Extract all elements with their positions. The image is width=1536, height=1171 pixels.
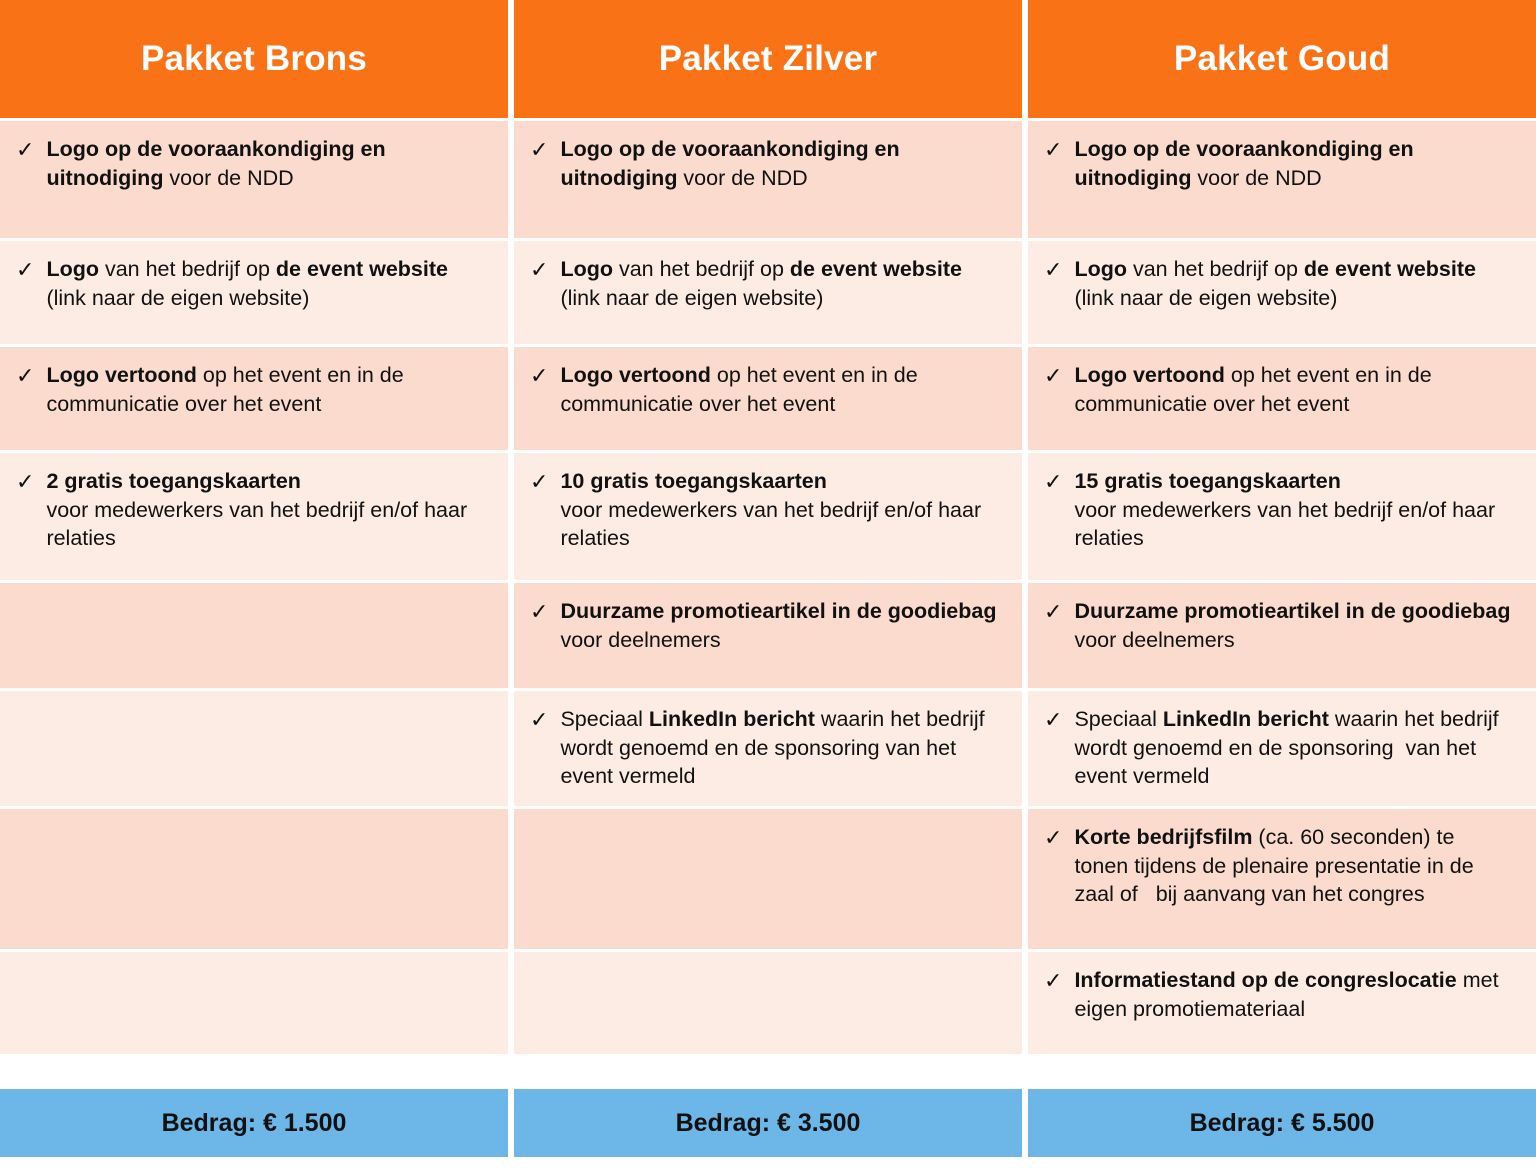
feature-cell-brons-2: [0, 347, 514, 450]
check-icon: ✓: [16, 363, 35, 388]
feature-cell-brons-3: [0, 453, 514, 580]
check-icon: ✓: [1044, 599, 1063, 624]
feature-item: [16, 135, 486, 192]
feature-item: [16, 467, 486, 553]
check-icon: ✓: [1044, 257, 1063, 282]
table-row: [0, 238, 1536, 344]
feature-cell-brons-4: [0, 583, 514, 688]
feature-item: [530, 135, 1000, 192]
table-row: [0, 806, 1536, 949]
feature-text: Logo van het bedrijf op de event website (link naar de eigen website): [46, 257, 454, 310]
table-body: [0, 118, 1536, 1079]
check-icon: ✓: [530, 599, 549, 624]
feature-cell-goud-0: [1028, 121, 1536, 238]
feature-item: [1044, 823, 1514, 909]
feature-item: [530, 467, 1000, 553]
table-row: [0, 450, 1536, 580]
feature-text: Speciaal LinkedIn bericht waarin het bedrijf wordt genoemd en de sponsoring van het event vermeld: [560, 707, 985, 789]
check-icon: ✓: [16, 257, 35, 282]
feature-item: [1044, 966, 1514, 1023]
check-icon: ✓: [1044, 469, 1063, 494]
feature-item: [530, 597, 1000, 654]
feature-item: [1044, 135, 1514, 192]
column-header-brons: Pakket Brons: [0, 0, 514, 118]
feature-text: Duurzame promotieartikel in de goodiebag voor deelnemers: [1074, 599, 1511, 652]
feature-item: [1044, 705, 1514, 791]
column-header-goud: Pakket Goud: [1028, 0, 1536, 118]
feature-item: [530, 705, 1000, 791]
feature-item: [16, 255, 486, 312]
table-row: [0, 118, 1536, 238]
feature-cell-goud-1: [1028, 241, 1536, 344]
check-icon: ✓: [530, 363, 549, 388]
feature-text: 15 gratis toegangskaarten voor medewerkers van het bedrijf en/of haar relaties: [1074, 469, 1496, 551]
price-goud: Bedrag: € 5.500: [1028, 1089, 1536, 1157]
column-header-zilver: Pakket Zilver: [514, 0, 1028, 118]
feature-text: Logo van het bedrijf op de event website (link naar de eigen website): [560, 257, 968, 310]
check-icon: ✓: [1044, 363, 1063, 388]
table-row: [0, 580, 1536, 688]
feature-text: 2 gratis toegangskaarten voor medewerkers van het bedrijf en/of haar relaties: [46, 469, 468, 551]
feature-item: [530, 255, 1000, 312]
check-icon: ✓: [530, 137, 549, 162]
bottom-spacer: [0, 1157, 1536, 1171]
price-row: [0, 1079, 1536, 1157]
feature-item: [1044, 467, 1514, 553]
feature-text: Logo vertoond op het event en in de communicatie over het event: [1074, 363, 1432, 416]
feature-text: Logo vertoond op het event en in de communicatie over het event: [560, 363, 918, 416]
feature-cell-zilver-4: [514, 583, 1028, 688]
table-row: [0, 344, 1536, 450]
feature-cell-goud-7: [1028, 952, 1536, 1054]
check-icon: ✓: [530, 707, 549, 732]
check-icon: ✓: [530, 469, 549, 494]
check-icon: ✓: [16, 137, 35, 162]
check-icon: ✓: [16, 469, 35, 494]
feature-text: Logo op de vooraankondiging en uitnodiging voor de NDD: [560, 137, 900, 190]
feature-cell-goud-5: [1028, 691, 1536, 806]
feature-text: Informatiestand op de congreslocatie met eigen promotiemateriaal: [1074, 968, 1499, 1021]
feature-text: Logo van het bedrijf op de event website (link naar de eigen website): [1074, 257, 1482, 310]
feature-text: Logo op de vooraankondiging en uitnodiging voor de NDD: [46, 137, 386, 190]
feature-cell-zilver-6: [514, 809, 1028, 949]
table-row: [0, 949, 1536, 1054]
feature-text: Logo op de vooraankondiging en uitnodiging voor de NDD: [1074, 137, 1414, 190]
feature-cell-zilver-0: [514, 121, 1028, 238]
feature-cell-brons-7: [0, 952, 514, 1054]
feature-cell-brons-1: [0, 241, 514, 344]
feature-text: 10 gratis toegangskaarten voor medewerkers van het bedrijf en/of haar relaties: [560, 469, 982, 551]
table-header-row: [0, 0, 1536, 118]
table-row: [0, 688, 1536, 806]
price-zilver: Bedrag: € 3.500: [514, 1089, 1028, 1157]
feature-cell-brons-0: [0, 121, 514, 238]
check-icon: ✓: [1044, 707, 1063, 732]
feature-item: [1044, 255, 1514, 312]
check-icon: ✓: [530, 257, 549, 282]
feature-cell-zilver-2: [514, 347, 1028, 450]
feature-cell-brons-6: [0, 809, 514, 949]
feature-text: Korte bedrijfsfilm (ca. 60 seconden) te tonen tijdens de plenaire presentatie in de zaal of bij aanvang van het congres: [1074, 825, 1474, 907]
feature-text: Duurzame promotieartikel in de goodiebag voor deelnemers: [560, 599, 997, 652]
feature-text: Speciaal LinkedIn bericht waarin het bedrijf wordt genoemd en de sponsoring van het event vermeld: [1074, 707, 1499, 789]
feature-cell-zilver-7: [514, 952, 1028, 1054]
check-icon: ✓: [1044, 825, 1063, 850]
feature-cell-zilver-5: [514, 691, 1028, 806]
feature-cell-goud-2: [1028, 347, 1536, 450]
price-brons: Bedrag: € 1.500: [0, 1089, 514, 1157]
feature-cell-goud-3: [1028, 453, 1536, 580]
feature-cell-brons-5: [0, 691, 514, 806]
check-icon: ✓: [1044, 968, 1063, 993]
feature-cell-zilver-1: [514, 241, 1028, 344]
feature-item: [530, 361, 1000, 418]
feature-item: [1044, 361, 1514, 418]
feature-item: [1044, 597, 1514, 654]
feature-cell-zilver-3: [514, 453, 1028, 580]
feature-cell-goud-4: [1028, 583, 1536, 688]
feature-cell-goud-6: [1028, 809, 1536, 949]
check-icon: ✓: [1044, 137, 1063, 162]
feature-item: [16, 361, 486, 418]
feature-text: Logo vertoond op het event en in de communicatie over het event: [46, 363, 404, 416]
